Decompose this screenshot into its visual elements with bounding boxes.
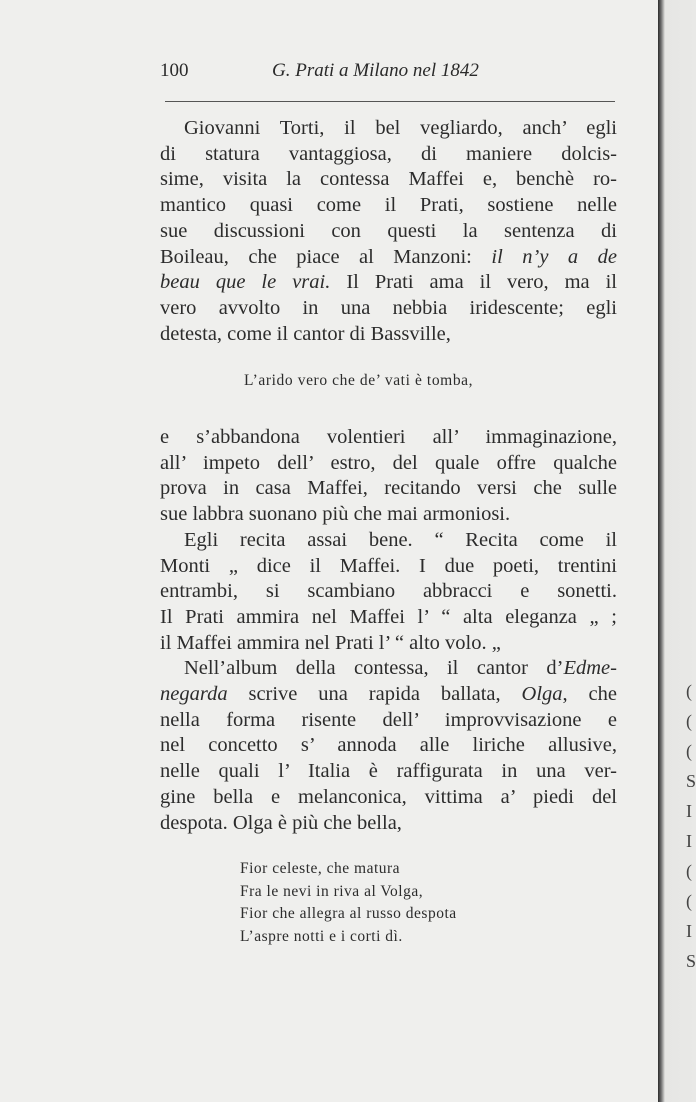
facing-page-edge xyxy=(686,676,696,976)
edge-glyph: S xyxy=(686,951,696,971)
italic-phrase: negarda xyxy=(160,683,228,706)
edge-glyph: ( xyxy=(686,861,692,881)
edge-glyph: I xyxy=(686,831,692,851)
text-line: nelle quali l’ Italia è raffigurata in una ver- xyxy=(160,760,617,783)
italic-phrase: Edme- xyxy=(563,657,617,680)
text-line: Monti „ dice il Maffei. I due poeti, trentini xyxy=(160,554,617,577)
text-line: Il Prati ammira nel Maffei l’ “ alta eleganza „ ; xyxy=(160,605,617,628)
text-fragment: Boileau, che piace al Manzoni: xyxy=(160,245,492,268)
page-number: 100 xyxy=(160,60,189,81)
edge-glyph: ( xyxy=(686,741,692,761)
text-line: Egli recita assai bene. “ Recita come il xyxy=(184,528,617,551)
edge-glyph: S xyxy=(686,771,696,791)
edge-glyph: ( xyxy=(686,891,692,911)
text-line: Giovanni Torti, il bel vegliardo, anch’ egli xyxy=(184,117,617,139)
text-line: gine bella e melanconica, vittima a’ piedi del xyxy=(160,785,617,808)
text-line: nel concetto s’ annoda alle liriche allusive, xyxy=(160,734,617,757)
text-line: mantico quasi come il Prati, sostiene nelle xyxy=(160,194,617,217)
text-line: detesta, come il cantor di Bassville, xyxy=(160,322,451,345)
text-line: di statura vantaggiosa, di maniere dolcis- xyxy=(160,142,617,165)
verse-line: Fior celeste, che matura xyxy=(240,860,401,877)
paragraph-1 xyxy=(160,116,617,347)
edge-glyph: I xyxy=(686,801,692,821)
italic-phrase: il n’y a de xyxy=(491,245,617,268)
text-line: il Maffei ammira nel Prati l’ “ alto volo. „ xyxy=(160,631,501,654)
verse-line: Fior che allegra al russo despota xyxy=(240,905,457,922)
text-fragment: scrive una rapida ballata, xyxy=(227,683,522,706)
text-line: sue discussioni con questi la sentenza di xyxy=(160,219,617,242)
text-fragment: Nell’album della contessa, il cantor d’ xyxy=(184,657,564,680)
verse-quote-2 xyxy=(240,858,457,948)
text-line xyxy=(160,270,617,296)
italic-phrase: beau que le vrai. xyxy=(160,271,331,294)
running-title: G. Prati a Milano nel 1842 xyxy=(272,60,479,81)
text-line: sue labbra suonano più che mai armoniosi. xyxy=(160,503,511,526)
verse-quote-1: L’arido vero che de’ vati è tomba, xyxy=(244,372,474,389)
text-line xyxy=(160,245,617,271)
edge-glyph: ( xyxy=(686,681,692,701)
text-line: despota. Olga è più che bella, xyxy=(160,811,402,834)
edge-glyph: ( xyxy=(686,711,692,731)
text-line: e s’abbandona volentieri all’ immaginazione, xyxy=(160,426,617,448)
text-line: prova in casa Maffei, recitando versi che sulle xyxy=(160,477,617,500)
header-rule xyxy=(165,101,615,102)
text-line: all’ impeto dell’ estro, del quale offre qualche xyxy=(160,451,617,474)
page-header xyxy=(160,60,620,88)
edge-glyph: I xyxy=(686,921,692,941)
paragraph-2 xyxy=(160,425,617,836)
text-line xyxy=(160,682,617,708)
text-line: nella forma risente dell’ improvvisazione e xyxy=(160,708,617,731)
text-line: vero avvolto in una nebbia iridescente; egli xyxy=(160,296,617,319)
text-line: entrambi, si scambiano abbracci e sonetti. xyxy=(160,580,617,603)
italic-phrase: Olga xyxy=(521,683,563,706)
verse-line: Fra le nevi in riva al Volga, xyxy=(240,882,424,900)
verse-line: L’aspre notti e i corti dì. xyxy=(240,927,403,945)
text-fragment: , che xyxy=(562,683,617,706)
text-fragment: Il Prati ama il vero, ma il xyxy=(330,271,617,294)
text-line: sime, visita la contessa Maffei e, benchè ro- xyxy=(160,168,617,191)
text-line xyxy=(160,656,617,682)
